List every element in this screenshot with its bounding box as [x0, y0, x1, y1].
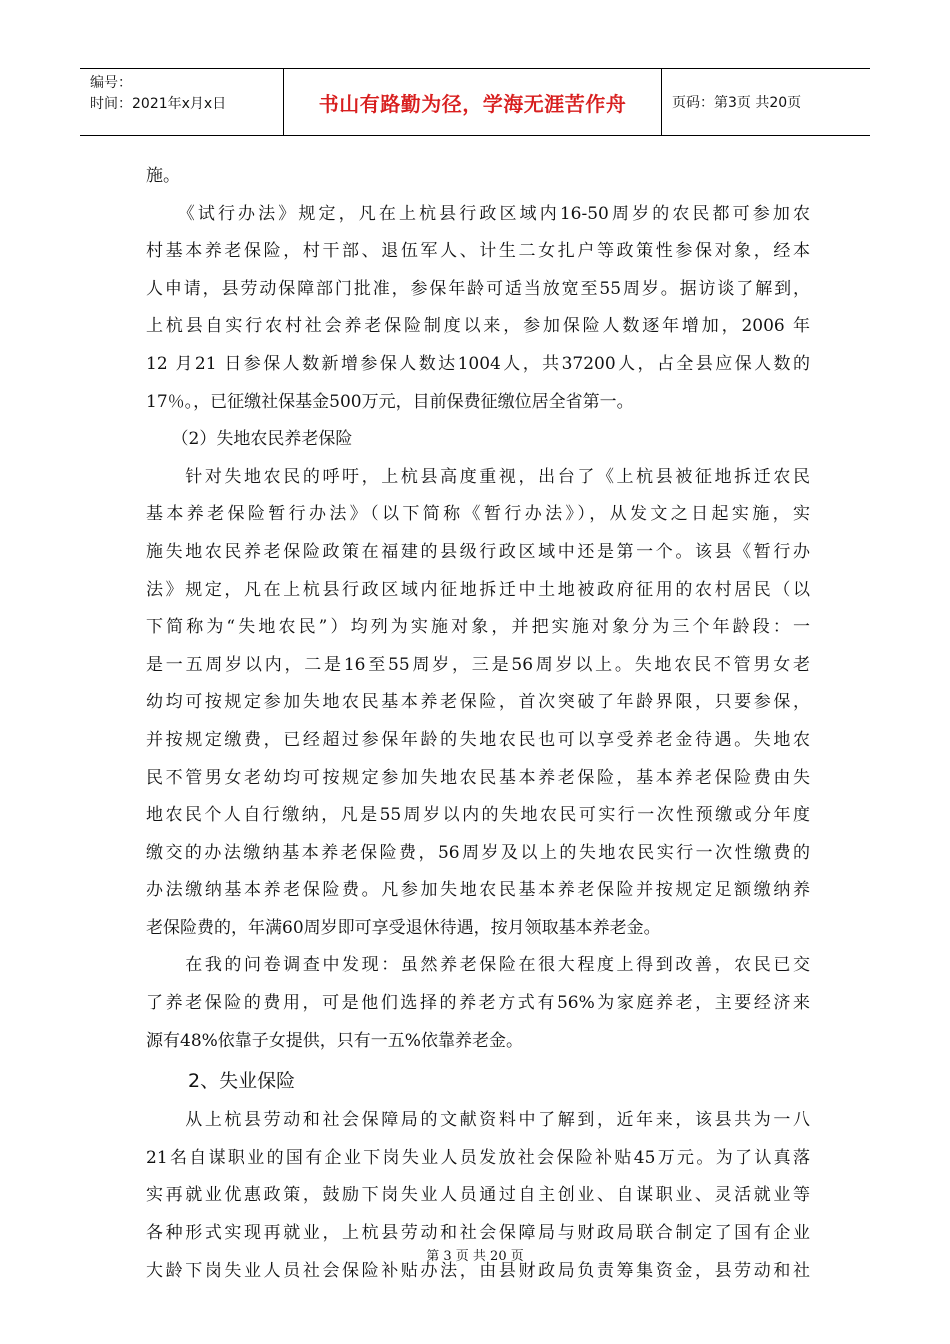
text-line: 人申请，县劳动保障部门批准，参保年龄可适当放宽至55周岁。据访谈了解到， — [146, 278, 810, 299]
text-line: 并按规定缴费，已经超过参保年龄的失地农民也可以享受养老金待遇。失地农 — [146, 729, 810, 750]
text-line: 实再就业优惠政策，鼓励下岗失业人员通过自主创业、自谋职业、灵活就业等 — [146, 1185, 810, 1206]
text-line: 从上杭县劳动和社会保障局的文献资料中了解到，近年来，该县共为一八 — [146, 1110, 810, 1131]
text-line: 在我的问卷调查中发现：虽然养老保险在很大程度上得到改善，农民已交 — [146, 955, 810, 976]
text-line: 村基本养老保险，村干部、退伍军人、计生二女扎户等政策性参保对象，经本 — [146, 241, 810, 262]
text-line: 地农民个人自行缴纳，凡是55周岁以内的失地农民可实行一次性预缴或分年度 — [146, 805, 810, 826]
text-line: 基本养老保险暂行办法》（以下简称《暂行办法》），从发文之日起实施，实 — [146, 504, 810, 525]
document-number-label: 编号： — [90, 75, 132, 91]
header-page-cell — [662, 69, 870, 135]
text-line: 施失地农民养老保险政策在福建的县级行政区域中还是第一个。该县《暂行办 — [146, 541, 810, 562]
body-part-1 — [146, 158, 810, 1060]
text-line: 12 月21 日参保人数新增参保人数达1004人，共37200人，占全县应保人数的 — [146, 353, 810, 374]
footer-page-number: 第 3 页 共 20 页 — [426, 1249, 524, 1264]
text-line: 缴交的办法缴纳基本养老保险费，56周岁及以上的失地农民实行一次性缴费的 — [146, 842, 810, 863]
text-line: 民不管男女老幼均可按规定参加失地农民基本养老保险，基本养老保险费由失 — [146, 767, 810, 788]
header-motto: 书山有路勤为径，学海无涯苦作舟 — [318, 91, 627, 116]
header-table — [80, 68, 870, 136]
header-motto-cell — [284, 69, 662, 135]
text-line: 针对失地农民的呼吁，上杭县高度重视，出台了《上杭县被征地拆迁农民 — [146, 466, 810, 487]
document-time-label: 时间：2021年x月x日 — [90, 96, 227, 112]
section-heading: 2、失业保险 — [188, 1070, 296, 1093]
text-line: 下简称为“失地农民”）均列为实施对象，并把实施对象分为三个年龄段：一 — [146, 617, 810, 638]
page-footer — [0, 1245, 950, 1264]
text-line: 上杭县自实行农村社会养老保险制度以来，参加保险人数逐年增加，2006 年 — [146, 316, 810, 337]
text-line: 21名自谋职业的国有企业下岗失业人员发放社会保险补贴45万元。为了认真落 — [146, 1147, 810, 1168]
header-meta-cell — [80, 69, 284, 135]
text-line: 办法缴纳基本养老保险费。凡参加失地农民基本养老保险并按规定足额缴纳养 — [146, 880, 810, 901]
text-line: 施。 — [146, 166, 180, 186]
text-line: 源有48%依靠子女提供，只有一五%依靠养老金。 — [146, 1030, 523, 1051]
text-line: 法》规定，凡在上杭县行政区域内征地拆迁中土地被政府征用的农村居民（以 — [146, 579, 810, 600]
text-line: 大龄下岗失业人员社会保险补贴办法，由县财政局负责筹集资金，县劳动和社 — [146, 1260, 810, 1281]
header-page-info: 页码：第3页 共20页 — [672, 95, 802, 111]
document-body — [146, 158, 810, 1290]
text-line: 了养老保险的费用，可是他们选择的养老方式有56%为家庭养老，主要经济来 — [146, 993, 810, 1014]
text-line: 《试行办法》规定，凡在上杭县行政区域内16-50周岁的农民都可参加农 — [146, 203, 810, 224]
text-line: 老保险费的，年满60周岁即可享受退休待遇，按月领取基本养老金。 — [146, 917, 661, 938]
text-line: 17％。，已征缴社保基金500万元，目前保费征缴位居全省第一。 — [146, 391, 634, 412]
text-line: 是一五周岁以内，二是16至55周岁，三是56周岁以上。失地农民不管男女老 — [146, 654, 810, 675]
text-line: 幼均可按规定参加失地农民基本养老保险，首次突破了年龄界限，只要参保， — [146, 692, 810, 713]
text-line: 各种形式实现再就业，上杭县劳动和社会保障局与财政局联合制定了国有企业 — [146, 1223, 810, 1244]
text-line: （2）失地农民养老保险 — [146, 429, 353, 450]
